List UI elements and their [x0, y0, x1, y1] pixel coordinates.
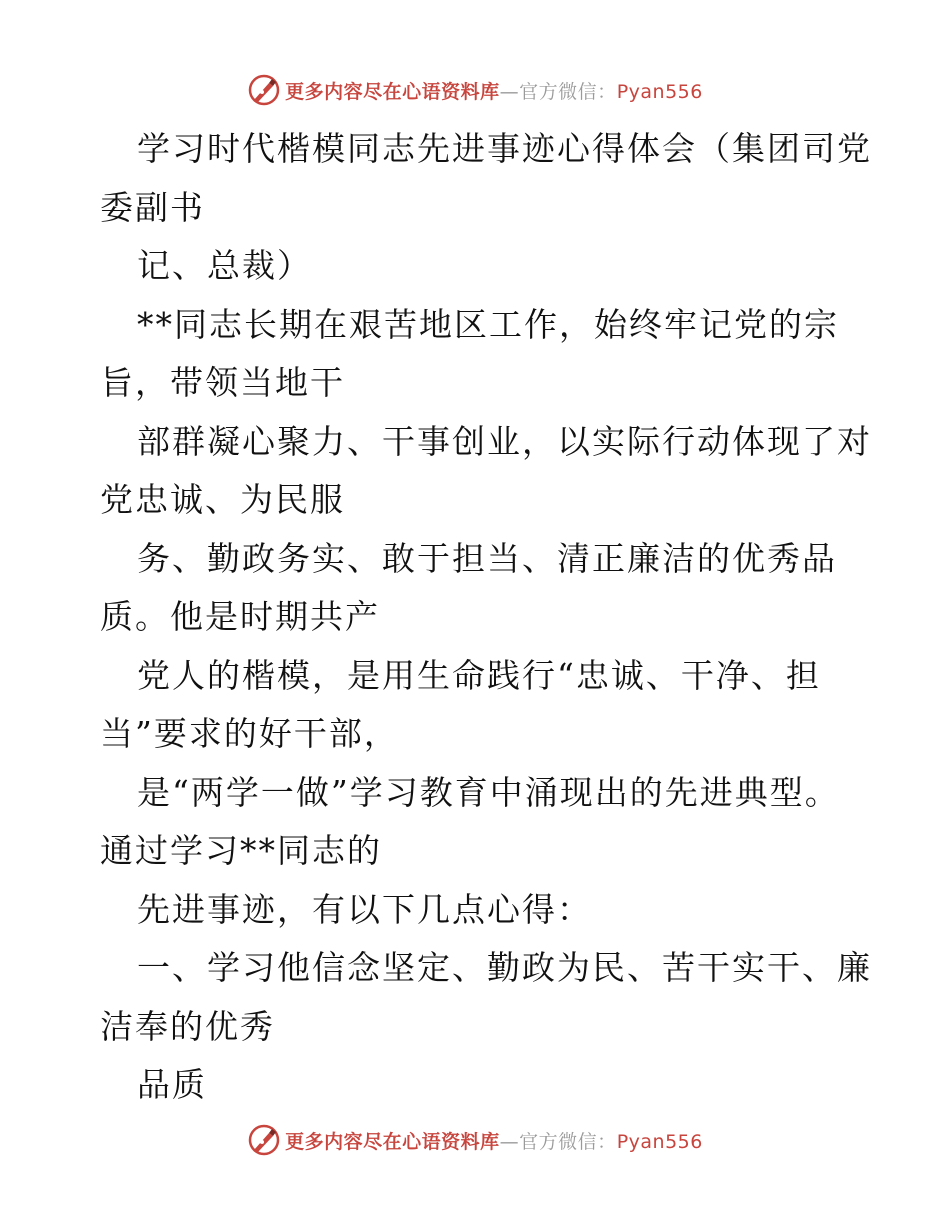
banner-wechat-label: 官方微信： — [519, 80, 617, 103]
pen-logo-icon — [247, 73, 281, 107]
text-line: 当”要求的好干部， — [100, 714, 399, 753]
banner-wechat-id: Pyan556 — [616, 1130, 703, 1153]
header-banner — [0, 70, 950, 110]
text-line: 部群凝心聚力、干事创业，以实际行动体现了对 — [137, 421, 872, 461]
text-line: 质。他是时期共产 — [100, 597, 380, 636]
text-line: 学习时代楷模同志先进事迹心得体会（集团司党 — [137, 129, 872, 168]
banner-dash: — — [499, 1130, 520, 1153]
banner-site-name: 更多内容尽在心语资料库 — [285, 80, 500, 103]
text-line: 通过学习**同志的 — [100, 831, 382, 870]
text-line: 党人的楷模，是用生命践行“忠诚、干净、担 — [137, 655, 821, 695]
text-line: 先进事迹，有以下几点心得： — [137, 889, 592, 929]
document-body — [100, 120, 890, 1115]
text-line: 洁奉的优秀 — [100, 1006, 275, 1046]
text-line: 记、总裁） — [137, 246, 312, 285]
banner-text — [285, 77, 703, 104]
pen-logo-icon — [247, 1123, 281, 1157]
text-line: 党忠诚、为民服 — [100, 480, 345, 519]
text-line: **同志长期在艰苦地区工作，始终牢记党的宗 — [137, 304, 839, 344]
banner-text — [285, 1127, 703, 1154]
banner-dash: — — [499, 80, 520, 103]
text-line: 旨，带领当地干 — [100, 363, 345, 402]
text-line: 务、勤政务实、敢于担当、清正廉洁的优秀品 — [137, 538, 837, 578]
text-line: 委副书 — [100, 187, 205, 227]
banner-wechat-label: 官方微信： — [519, 1130, 617, 1153]
banner-site-name: 更多内容尽在心语资料库 — [285, 1130, 500, 1153]
text-line: 一、学习他信念坚定、勤政为民、苦干实干、廉 — [137, 948, 872, 987]
text-line: 是“两学一做”学习教育中涌现出的先进典型。 — [137, 772, 840, 812]
footer-banner — [0, 1120, 950, 1160]
text-line: 品质 — [137, 1065, 207, 1104]
banner-wechat-id: Pyan556 — [616, 80, 703, 103]
